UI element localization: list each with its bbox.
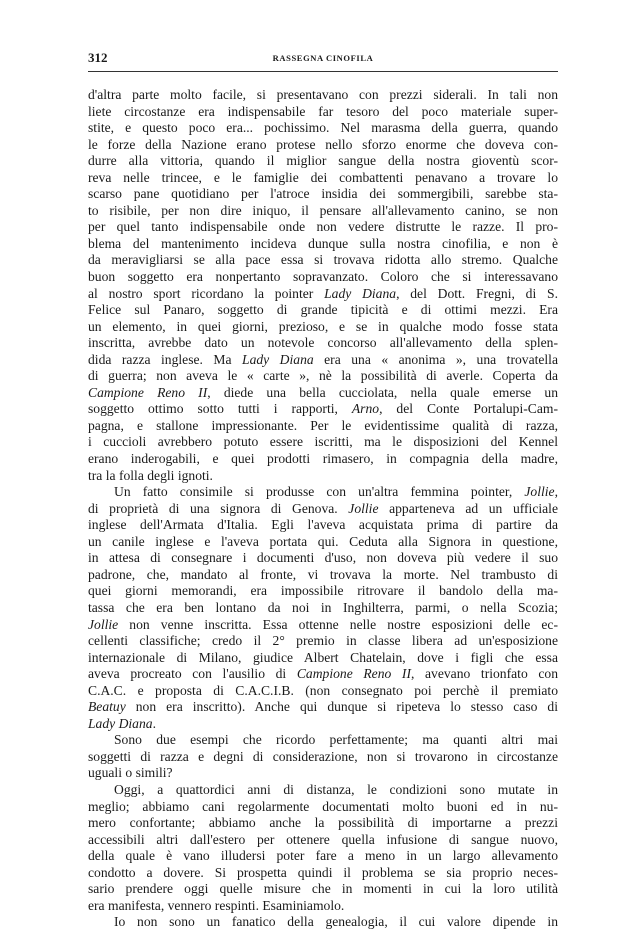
running-title: RASSEGNA CINOFILA bbox=[272, 53, 374, 63]
page-number: 312 bbox=[88, 50, 108, 65]
text-line: blema del mantenimento incideva dunque sulla nostra cinofilia, e non è bbox=[88, 235, 558, 251]
text-line: i cuccioli avrebbero potuto essere iscritti, ma le disposizioni del Kennel bbox=[88, 434, 558, 450]
text-line: stite, e questo poco era... pochissimo. Nel marasma della guerra, quando bbox=[88, 120, 558, 136]
text-line: un canile inglese e l'aveva portata qui. Ceduta alla Signora in questione, bbox=[88, 533, 558, 549]
article-body bbox=[88, 87, 558, 931]
text-line: condotto a dovere. Si prospetta quindi il problema se sia proprio neces- bbox=[88, 864, 558, 880]
italic-name: Jollie bbox=[524, 484, 555, 500]
text-line: aveva procreato con l'ausilio di Campione Reno II, avevano trionfato con bbox=[88, 666, 558, 682]
italic-name: Beatuy bbox=[88, 699, 126, 715]
italic-name: Lady Diana bbox=[324, 285, 397, 301]
text-line: buon soggetto era nonpertanto sopravanzato. Coloro che si interessavano bbox=[88, 269, 558, 285]
paragraph bbox=[88, 914, 558, 931]
italic-name: Lady Diana bbox=[242, 351, 314, 367]
text-line: Sono due esempi che ricordo perfettamente; ma quanti altri mai bbox=[114, 732, 558, 748]
text-line: soggetti di razza e degni di considerazione, non si trovarono in circostanze bbox=[88, 748, 558, 764]
text-line: di proprietà di una signora di Genova. Jollie apparteneva ad un ufficiale bbox=[88, 500, 558, 516]
text-line: Beatuy non era inscritto). Anche qui dunque si ripeteva lo stesso caso di bbox=[88, 699, 558, 715]
text-line: mero confortante; abbiamo anche la possibilità di importarne a prezzi bbox=[88, 815, 558, 831]
text-line: Un fatto consimile si produsse con un'altra femmina pointer, Jollie, bbox=[114, 484, 558, 500]
text-line: al nostro sport ricordano la pointer Lady Diana, del Dott. Fregni, di S. bbox=[88, 285, 558, 301]
text-line: C.A.C. e proposta di C.A.C.I.B. (non consegnato poi perchè il premiato bbox=[88, 682, 558, 698]
text-line: Lady Diana. bbox=[88, 715, 156, 731]
paragraph bbox=[88, 484, 558, 732]
italic-name: Jollie bbox=[88, 616, 119, 632]
paragraph bbox=[88, 782, 558, 914]
text-line: della quale è vano illudersi poter fare a meno in un largo allevamento bbox=[88, 848, 558, 864]
text-line: sario prendere oggi quelle misure che in momenti in cui la loro utilità bbox=[88, 881, 558, 897]
italic-name: Jollie bbox=[348, 500, 379, 516]
text-line: in attesa di consegnare i documenti d'uso, non doveva più vedere il suo bbox=[88, 550, 558, 566]
text-line: un elemento, in quei giorni, prezioso, e se in qualche modo fosse stata bbox=[88, 318, 558, 334]
text-line: era manifesta, vennero respinti. Esaminiamolo. bbox=[88, 897, 345, 913]
text-line: inglese dell'Armata d'Italia. Egli l'aveva acquistata prima di partire da bbox=[88, 517, 558, 533]
text-line: padrone, che, mandato al fronte, vi trovava la morte. Nel trambusto di bbox=[88, 566, 558, 582]
text-line: inscritta, avrebbe dato un notevole concorso all'allevamento della splen- bbox=[88, 335, 558, 351]
text-line: liete circostanze era indispensabile far tesoro del poco materiale super- bbox=[88, 103, 558, 119]
text-line: da meravigliarsi se alla pace essa si trovava ridotta allo stremo. Qualche bbox=[88, 252, 558, 268]
text-line: dida razza inglese. Ma Lady Diana era una « anonima », una trovatella bbox=[88, 351, 558, 367]
text-line: Io non sono un fanatico della genealogia, il cui valore dipende in bbox=[114, 914, 558, 930]
text-line: pagna, e stallone impressionante. Per le evidentissime qualità di razza, bbox=[88, 417, 558, 433]
italic-name: Campione Reno II bbox=[88, 384, 208, 400]
text-line: quei giorni memorandi, era impossibile ritrovare il bandolo della ma- bbox=[88, 583, 558, 599]
text-line: Jollie non venne inscritta. Essa ottenne nelle nostre esposizioni delle ec- bbox=[88, 616, 558, 632]
text-line: le forze della Nazione erano protese nello sforzo enorme che doveva con- bbox=[88, 136, 558, 152]
italic-name: Arno bbox=[351, 401, 380, 417]
text-line: per quel tanto indispensabile onde non vedere distrutte le razze. Il pro- bbox=[88, 219, 558, 235]
italic-name: Lady Diana bbox=[88, 715, 153, 731]
text-line: internazionale di Milano, giudice Albert Chatelain, dove i figli che essa bbox=[88, 649, 558, 665]
text-line: di guerra; non aveva le « carte », nè la possibilità di averle. Coperta da bbox=[88, 368, 558, 384]
header-rule bbox=[88, 71, 558, 72]
text-line: Oggi, a quattordici anni di distanza, le condizioni sono mutate in bbox=[114, 781, 558, 797]
paragraph bbox=[88, 87, 558, 484]
text-line: uguali o simili? bbox=[88, 765, 173, 781]
italic-name: Campione Reno II bbox=[296, 666, 411, 682]
text-line: Felice sul Panaro, soggetto di grande tipicità e di ottimi mezzi. Era bbox=[88, 302, 558, 318]
text-line: Campione Reno II, diede una bella cucciolata, nella quale emerse un bbox=[88, 384, 558, 400]
text-line: erano inderogabili, e quei prodotti rimasero, in compagnia della madre, bbox=[88, 451, 558, 467]
text-line: durre alla vittoria, quando il miglior sangue della nostra gioventù scor- bbox=[88, 153, 558, 169]
text-line: d'altra parte molto facile, si presentavano con prezzi siderali. In tali non bbox=[88, 87, 558, 102]
text-line: meglio; abbiamo cani regolarmente documentati molto buoni ed in nu- bbox=[88, 798, 558, 814]
text-line: reva nelle trincee, e le famiglie dei combattenti penavano a trovare lo bbox=[88, 169, 558, 185]
text-line: scarso pane quotidiano per l'atroce insidia dei sommergibili, sarebbe sta- bbox=[88, 186, 558, 202]
page-header bbox=[88, 50, 558, 66]
text-line: tassa che era ben lontano da noi in Inghilterra, parmi, o nella Scozia; bbox=[88, 599, 558, 615]
text-line: to risibile, per non dire iniquo, il pensare all'allevamento canino, se non bbox=[88, 202, 558, 218]
text-line: cellenti classifiche; credo il 2° premio in classe libera ad un'esposizione bbox=[88, 633, 558, 649]
text-line: tra la folla degli ignoti. bbox=[88, 467, 213, 483]
paragraph bbox=[88, 732, 558, 782]
text-line: soggetto ottimo sotto tutti i rapporti, Arno, del Conte Portalupi-Cam- bbox=[88, 401, 558, 417]
text-line: accessibili altri dall'estero per ottenere quella infusione di sangue nuovo, bbox=[88, 831, 558, 847]
